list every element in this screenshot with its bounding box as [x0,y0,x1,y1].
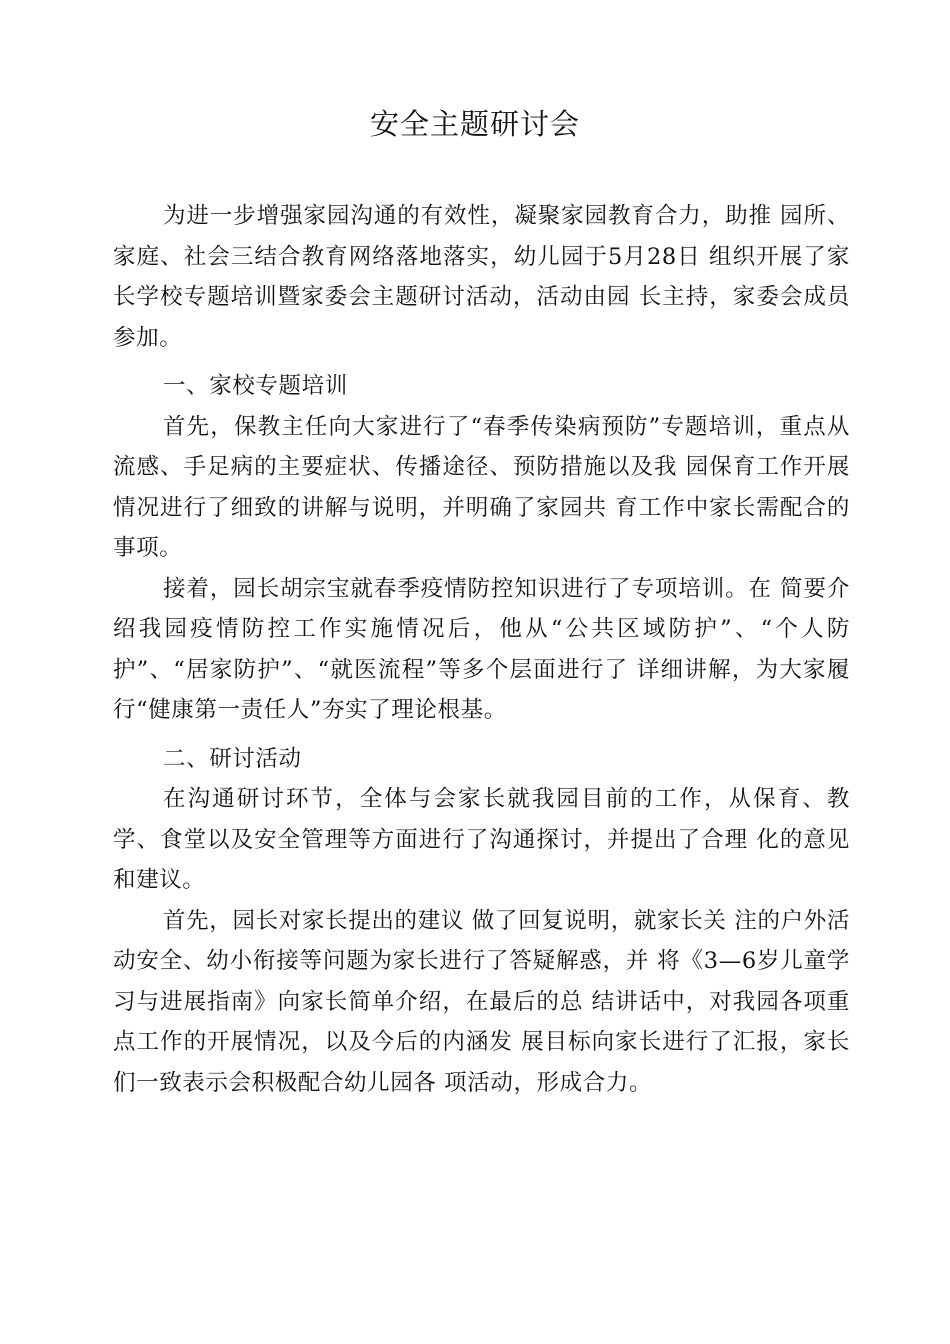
document-body [113,196,850,1103]
discussion-paragraph-1: 在沟通研讨环节，全体与会家长就我园目前的工作，从保育、教学、食堂以及安全管理等方面进行了沟通探讨，并提出了合理 化的意见和建议。 [113,786,850,893]
intro-paragraph: 为进一步增强家园沟通的有效性，凝聚家园教育合力，助推 园所、家庭、社会三结合教育网络落地落实，幼儿园于5月28日 组织开展了家长学校专题培训暨家委会主题研讨活动，活动由园 长主持，家委会成员参加。 [113,203,850,351]
training-paragraph-2: 接着，园长胡宗宝就春季疫情防控知识进行了专项培训。在 简要介绍我园疫情防控工作实施情况后，他从“公共区域防护”、“个人防护”、“居家防护”、“就医流程”等多个层面进行了 详细讲解，为大家履行“健康第一责任人”夯实了理论根基。 [113,575,850,723]
section-heading-discussion: 二、研讨活动 [163,745,302,772]
training-paragraph-1: 首先，保教主任向大家进行了“春季传染病预防”专题培训，重点从流感、手足病的主要症状、传播途径、预防措施以及我 园保育工作开展情况进行了细致的讲解与说明，并明确了家园共 育工作中家长需配合的事项。 [113,413,850,561]
document-title: 安全主题研讨会 [369,107,580,141]
discussion-paragraph-2: 首先，园长对家长提出的建议 做了回复说明，就家长关 注的户外活动安全、幼小衔接等问题为家长进行了答疑解惑，并 将《3—6岁儿童学习与进展指南》向家长简单介绍，在最后的总 结讲话中，对我园各项重点工作的开展情况，以及今后的内涵发 展目标向家长进行了汇报，家长们一致表示会积极配合幼儿园各 项活动，形成合力。 [113,907,850,1096]
section-heading-training: 一、家校专题培训 [163,373,348,399]
